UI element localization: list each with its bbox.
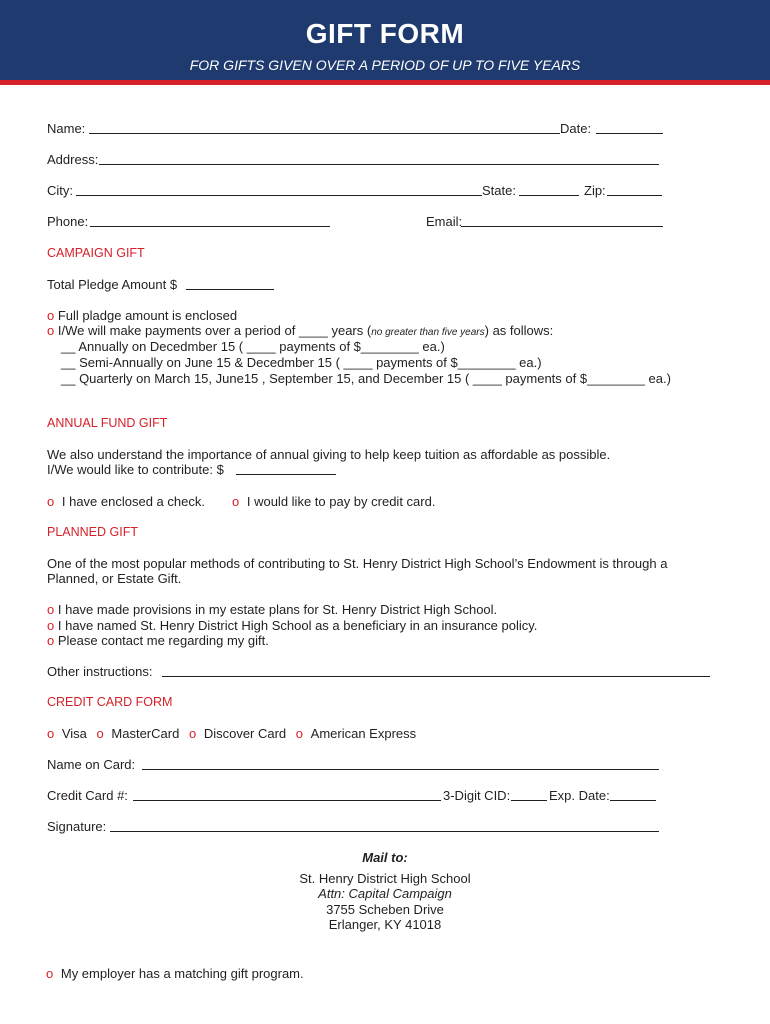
- planned-text-1: One of the most popular methods of contributing to St. Henry District High School’s Endowment is through a: [47, 556, 668, 571]
- city-field[interactable]: [76, 195, 482, 196]
- option-payments-note: no greater than five years: [371, 327, 485, 338]
- exp-date-field[interactable]: [610, 800, 656, 801]
- option-matching-gift[interactable]: [46, 966, 304, 981]
- option-payments[interactable]: [47, 323, 553, 338]
- mail-line-1: St. Henry District High School: [299, 871, 471, 886]
- total-pledge-label: Total Pledge Amount $: [47, 277, 178, 292]
- planned-text-2: Planned, or Estate Gift.: [47, 571, 182, 586]
- option-insurance[interactable]: [47, 618, 537, 633]
- annual-text-1: We also understand the importance of annual giving to help keep tuition as affordable as possible.: [47, 447, 611, 462]
- option-enclosed-check[interactable]: [47, 494, 205, 509]
- card-type-options: [47, 726, 416, 741]
- option-contact-me[interactable]: [47, 633, 269, 648]
- option-payments-label-end: ) as follows:: [484, 323, 554, 338]
- email-field[interactable]: [461, 226, 663, 227]
- address-field[interactable]: [99, 164, 659, 165]
- option-estate-plans-label: I have made provisions in my estate plans for St. Henry District High School.: [57, 602, 498, 617]
- cid-field[interactable]: [511, 800, 547, 801]
- header-accent-rule: [0, 80, 770, 85]
- name-field[interactable]: [89, 133, 560, 134]
- amex-checkbox-icon[interactable]: o: [295, 726, 304, 741]
- option-quarterly[interactable]: __ Quarterly on March 15, June15 , September 15, and December 15 ( ____ payments of $________ ea.): [61, 371, 671, 386]
- mastercard-checkbox-icon[interactable]: o: [96, 726, 104, 741]
- checkbox-bullet-icon[interactable]: o: [47, 602, 55, 617]
- phone-field[interactable]: [90, 226, 330, 227]
- discover-checkbox-icon[interactable]: o: [188, 726, 197, 741]
- signature-field[interactable]: [110, 831, 659, 832]
- option-credit-card[interactable]: [232, 494, 435, 509]
- form-title: GIFT FORM: [305, 18, 465, 49]
- checkbox-bullet-icon[interactable]: o: [47, 618, 55, 633]
- annual-contribute-label: I/We would like to contribute: $: [47, 462, 224, 477]
- mail-line-3: 3755 Scheben Drive: [326, 902, 444, 917]
- option-credit-card-label: I would like to pay by credit card.: [246, 494, 436, 509]
- card-number-field[interactable]: [133, 800, 441, 801]
- campaign-gift-heading: CAMPAIGN GIFT: [47, 246, 145, 260]
- exp-date-label: Exp. Date:: [549, 788, 610, 803]
- cid-label: 3-Digit CID:: [443, 788, 511, 803]
- address-label: Address:: [47, 152, 99, 167]
- option-semi-annually[interactable]: __ Semi-Annually on June 15 & Decedmber 15 ( ____ payments of $________ ea.): [61, 355, 542, 370]
- checkbox-bullet-icon[interactable]: o: [232, 494, 240, 509]
- zip-field[interactable]: [607, 195, 662, 196]
- state-label: State:: [482, 183, 516, 198]
- name-label: Name:: [47, 121, 86, 136]
- credit-card-heading: CREDIT CARD FORM: [47, 695, 173, 709]
- form-subtitle: FOR GIFTS GIVEN OVER A PERIOD OF UP TO FIVE YEARS: [189, 57, 581, 73]
- option-insurance-label: I have named St. Henry District High School as a beneficiary in an insurance policy.: [57, 618, 538, 633]
- email-label: Email:: [426, 214, 463, 229]
- mastercard-label[interactable]: MasterCard: [111, 726, 180, 741]
- option-matching-gift-label: My employer has a matching gift program.: [60, 966, 304, 981]
- mail-line-2: Attn: Capital Campaign: [318, 886, 452, 901]
- city-label: City:: [47, 183, 73, 198]
- checkbox-bullet-icon[interactable]: o: [47, 494, 55, 509]
- name-on-card-field[interactable]: [142, 769, 659, 770]
- checkbox-bullet-icon[interactable]: o: [46, 966, 54, 981]
- other-instructions-label: Other instructions:: [47, 664, 153, 679]
- mail-line-4: Erlanger, KY 41018: [328, 917, 442, 932]
- checkbox-bullet-icon[interactable]: o: [47, 308, 55, 323]
- option-estate-plans[interactable]: [47, 602, 497, 617]
- option-enclosed-check-label: I have enclosed a check.: [61, 494, 205, 509]
- date-field[interactable]: [596, 133, 663, 134]
- option-full-amount[interactable]: [47, 308, 237, 323]
- planned-gift-heading: PLANNED GIFT: [47, 525, 138, 539]
- option-annually[interactable]: __ Annually on Decedmber 15 ( ____ payments of $________ ea.): [61, 339, 445, 354]
- date-label: Date:: [560, 121, 592, 136]
- checkbox-bullet-icon[interactable]: o: [47, 633, 55, 648]
- annual-fund-heading: ANNUAL FUND GIFT: [47, 416, 168, 430]
- annual-contribute-field[interactable]: [236, 474, 336, 475]
- zip-label: Zip:: [584, 183, 606, 198]
- card-number-label: Credit Card #:: [47, 788, 128, 803]
- option-payments-label: I/We will make payments over a period of ____ years (: [57, 323, 372, 338]
- option-full-label: Full pladge amount is enclosed: [57, 308, 238, 323]
- total-pledge-field[interactable]: [186, 289, 274, 290]
- discover-label[interactable]: Discover Card: [203, 726, 287, 741]
- other-instructions-field[interactable]: [162, 676, 710, 677]
- amex-label[interactable]: American Express: [310, 726, 417, 741]
- name-on-card-label: Name on Card:: [47, 757, 136, 772]
- phone-label: Phone:: [47, 214, 89, 229]
- option-contact-me-label: Please contact me regarding my gift.: [57, 633, 269, 648]
- state-field[interactable]: [519, 195, 579, 196]
- checkbox-bullet-icon[interactable]: o: [47, 323, 55, 338]
- signature-label: Signature:: [47, 819, 107, 834]
- mail-to-label: Mail to:: [362, 850, 408, 865]
- visa-checkbox-icon[interactable]: o: [47, 726, 55, 741]
- visa-label[interactable]: Visa: [61, 726, 87, 741]
